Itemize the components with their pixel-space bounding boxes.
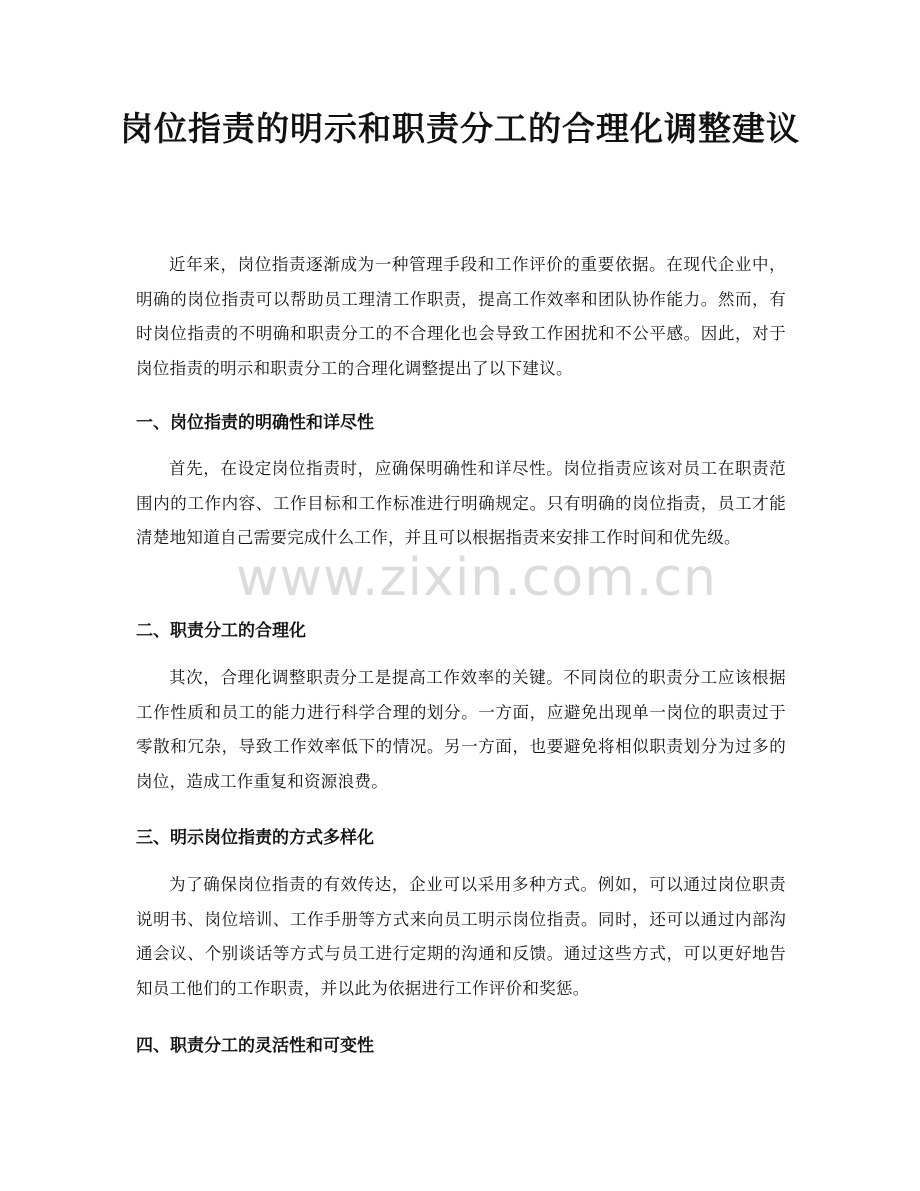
section-1-body: 首先，在设定岗位指责时，应确保明确性和详尽性。岗位指责应该对员工在职责范围内的工作内容、工作目标和工作标准进行明确规定。只有明确的岗位指责，员工才能清楚地知道自己需要完成什么工作，并且可以根据指责来安排工作时间和优先级。 bbox=[136, 459, 786, 547]
section-3-heading: 三、明示岗位指责的方式多样化 bbox=[136, 828, 374, 848]
section-1-heading: 一、岗位指责的明确性和详尽性 bbox=[136, 413, 374, 433]
section-4-heading: 四、职责分工的灵活性和可变性 bbox=[136, 1036, 374, 1056]
section-3-body: 为了确保岗位指责的有效传达，企业可以采用多种方式。例如，可以通过岗位职责说明书、岗位培训、工作手册等方式来向员工明示岗位指责。同时，还可以通过内部沟通会议、个别谈话等方式与员工进行定期的沟通和反馈。通过这些方式，可以更好地告知员工他们的工作职责，并以此为依据进行工作评价和奖惩。 bbox=[136, 875, 786, 998]
watermark: www.zixin.com.cn bbox=[236, 548, 717, 608]
document-title: 岗位指责的明示和职责分工的合理化调整建议 bbox=[120, 109, 800, 148]
intro-paragraph: 近年来，岗位指责逐渐成为一种管理手段和工作评价的重要依据。在现代企业中，明确的岗位指责可以帮助员工理清工作职责，提高工作效率和团队协作能力。然而，有时岗位指责的不明确和职责分工的不合理化也会导致工作困扰和不公平感。因此，对于岗位指责的明示和职责分工的合理化调整提出了以下建议。 bbox=[136, 255, 786, 378]
section-2-body: 其次，合理化调整职责分工是提高工作效率的关键。不同岗位的职责分工应该根据工作性质和员工的能力进行科学合理的划分。一方面，应避免出现单一岗位的职责过于零散和冗杂，导致工作效率低下的情况。另一方面，也要避免将相似职责划分为过多的岗位，造成工作重复和资源浪费。 bbox=[136, 668, 786, 791]
section-2-heading: 二、职责分工的合理化 bbox=[136, 621, 306, 641]
